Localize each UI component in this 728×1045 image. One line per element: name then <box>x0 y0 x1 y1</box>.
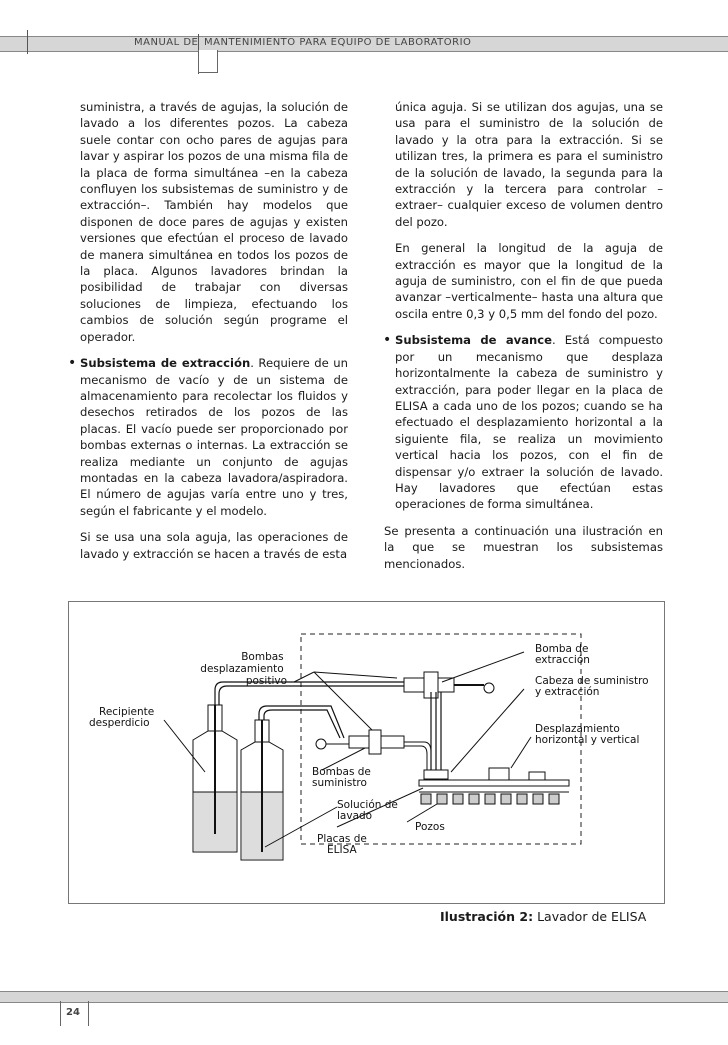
paragraph: En general la longitud de la aguja de extracción es mayor que la longitud de la aguja de suministro, con el fin de que pueda avanzar –verticalmente– hasta una altura que oscila entre 0,3 y 0,5 mm del fondo del pozo. <box>395 241 663 321</box>
paragraph: Se presenta a continuación una ilustración en la que se muestran los subsistemas mencionados. <box>384 523 663 571</box>
caption-text: Lavador de ELISA <box>533 909 647 924</box>
label-bomba-extraccion: Bomba de extracción <box>535 643 590 666</box>
bullet-title: Subsistema de extracción <box>80 356 251 371</box>
label-desplazamiento: Desplazamiento horizontal y vertical <box>535 723 640 746</box>
label-cabeza: Cabeza de suministro y extracción <box>535 675 649 698</box>
elisa-washer-diagram <box>69 602 664 903</box>
extraction-pump <box>404 672 494 698</box>
bullet-text: . Está compuesto por un mecanismo que desplaza horizontalmente la cabeza de suministro y extracción, para poder llegar en la placa de ELISA a cada uno de los pozos; cuando se ha efectuado el desplazamiento horizontal a la siguiente fila, se realiza un movimiento vertical hacia los pozos, con el fin de dispensar y/o extraer la solución de lavado. Hay lavadores que efectúan estas operaciones de forma simultánea. <box>395 333 663 512</box>
supply-extraction-head <box>424 692 448 779</box>
label-solucion: Solución de lavado <box>337 799 398 822</box>
header-title-part2: MANTENIMIENTO PARA EQUIPO DE LABORATORIO <box>204 37 472 48</box>
waste-container <box>193 705 237 852</box>
caption-label: Ilustración 2: <box>440 909 534 924</box>
header-title-part1: MANUAL DE <box>134 37 199 48</box>
right-column <box>384 99 663 582</box>
label-bombas-suministro: Bombas de suministro <box>312 766 371 789</box>
header-divider <box>27 30 28 54</box>
bullet-text: . Requiere de un mecanismo de vacío y de un sistema de almacenamiento para recolectar los fluidos y desechos retirados de los pozos de las placas. El vacío puede ser proporcionado por bombas externas o internas. La extracción se realiza mediante un conjunto de agujas montadas en la cabeza lavadora/aspiradora. El número de agujas varía entre uno y tres, según el fabricante y el modelo. <box>80 356 348 518</box>
bullet-item <box>80 355 348 519</box>
footer-band <box>0 991 728 1003</box>
label-pozos: Pozos <box>415 821 445 833</box>
supply-tube <box>264 710 340 738</box>
paragraph: Si se usa una sola aguja, las operaciones de lavado y extracción se hacen a través de esta <box>80 530 348 561</box>
paragraph: única aguja. Si se utilizan dos agujas, una se usa para el suministro de la solución de lavado y la otra para la extracción. Si se utilizan tres, la primera es para el suministro de la solución de lavado, la segunda para la extracción y la tercera para controlar –extraer– cualquier exceso de volumen dentro del pozo. <box>395 100 663 229</box>
bullet-item <box>395 332 663 512</box>
page-number: 24 <box>66 1007 80 1018</box>
bullet-title: Subsistema de avance <box>395 333 553 348</box>
label-bombas-desplazamiento: Bombas desplazamiento positivo <box>200 651 287 687</box>
wells <box>421 794 559 804</box>
figure-caption <box>440 909 646 924</box>
left-column <box>80 99 348 572</box>
waste-tube <box>219 686 404 705</box>
wash-solution-container <box>241 720 283 860</box>
paragraph: suministra, a través de agujas, la solución de lavado a los diferentes pozos. La cabeza suele contar con ocho pares de agujas para lavar y aspirar los pozos de una misma fila de la placa de forma simultánea –en la cabeza confluyen los subsistemas de suministro y de extracción–. También hay modelos que disponen de doce pares de agujas y existen versiones que efectúan el proceso de lavado de manera simultánea en todos los pozos de la placa. Algunos lavadores brindan la posibilidad de trabajar con diversas soluciones de limpieza, efectuando los cambios de solución según programe el operador. <box>80 100 348 344</box>
header-tab-box <box>198 50 218 73</box>
label-recipiente: Recipiente desperdicio <box>89 706 155 729</box>
label-placas: Placas de ELISA <box>317 833 367 856</box>
figure-frame <box>68 601 665 904</box>
